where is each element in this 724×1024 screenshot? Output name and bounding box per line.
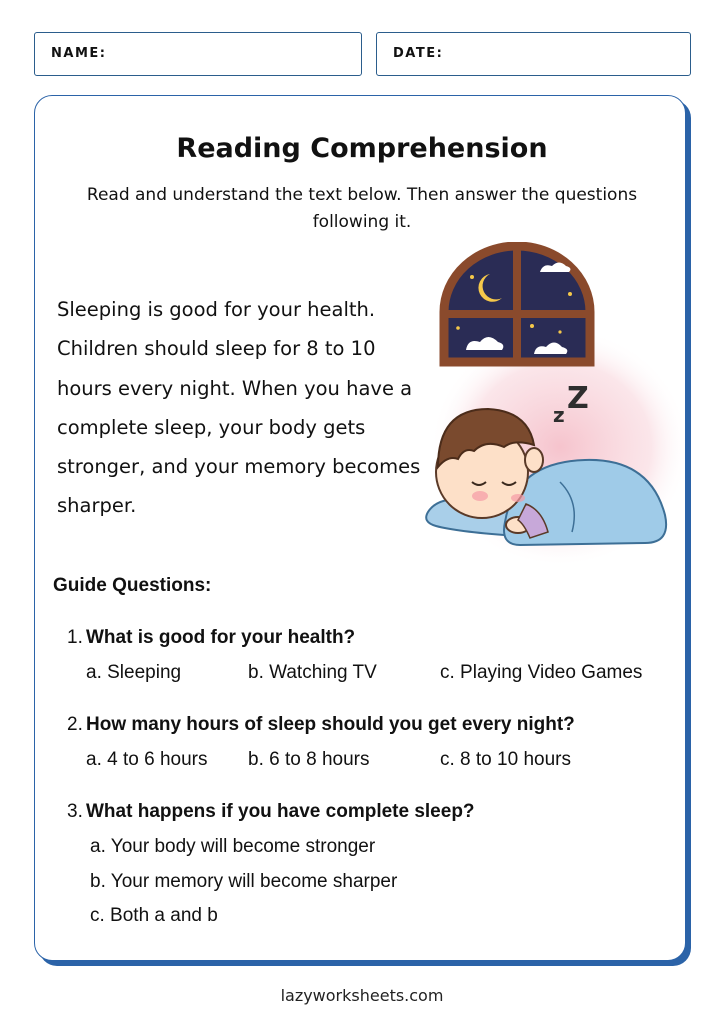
question-3: [67, 801, 475, 823]
question-text: What happens if you have complete sleep?: [86, 801, 475, 822]
answer-option[interactable]: a. 4 to 6 hours: [86, 749, 208, 770]
svg-text:Z: Z: [567, 381, 589, 416]
answer-option[interactable]: a. Sleeping: [86, 662, 182, 683]
sleeping-child-icon: [410, 242, 685, 572]
answer-option[interactable]: b. Your memory will become sharper: [90, 871, 398, 892]
worksheet-title: Reading Comprehension: [176, 133, 548, 164]
question-number: 1.: [67, 627, 83, 648]
date-label: DATE:: [393, 46, 444, 61]
site-footer[interactable]: lazyworksheets.com: [280, 986, 444, 1005]
answer-option[interactable]: b. 6 to 8 hours: [248, 749, 370, 770]
answer-option[interactable]: b. Watching TV: [248, 662, 377, 683]
reading-passage: Sleeping is good for your health. Children should sleep for 8 to 10 hours every night. When you have a complete sleep, your body gets stronger, and your memory becomes sharper.: [57, 298, 421, 518]
question-1: [67, 627, 355, 649]
svg-text:z: z: [553, 403, 565, 427]
guide-questions-heading: Guide Questions:: [53, 575, 212, 596]
answer-option[interactable]: c. Both a and b: [90, 905, 218, 926]
question-number: 2.: [67, 714, 83, 735]
question-2: [67, 714, 575, 736]
question-number: 3.: [67, 801, 83, 822]
answer-option[interactable]: a. Your body will become stronger: [90, 836, 376, 857]
name-field[interactable]: [34, 32, 362, 76]
name-label: NAME:: [51, 46, 107, 61]
date-field[interactable]: [376, 32, 691, 76]
question-text: How many hours of sleep should you get every night?: [86, 714, 575, 735]
answer-option[interactable]: c. 8 to 10 hours: [440, 749, 571, 770]
instructions-text: Read and understand the text below. Then answer the questions following it.: [86, 185, 638, 232]
question-text: What is good for your health?: [86, 627, 356, 648]
night-window: [444, 246, 590, 362]
answer-option[interactable]: c. Playing Video Games: [440, 662, 643, 683]
